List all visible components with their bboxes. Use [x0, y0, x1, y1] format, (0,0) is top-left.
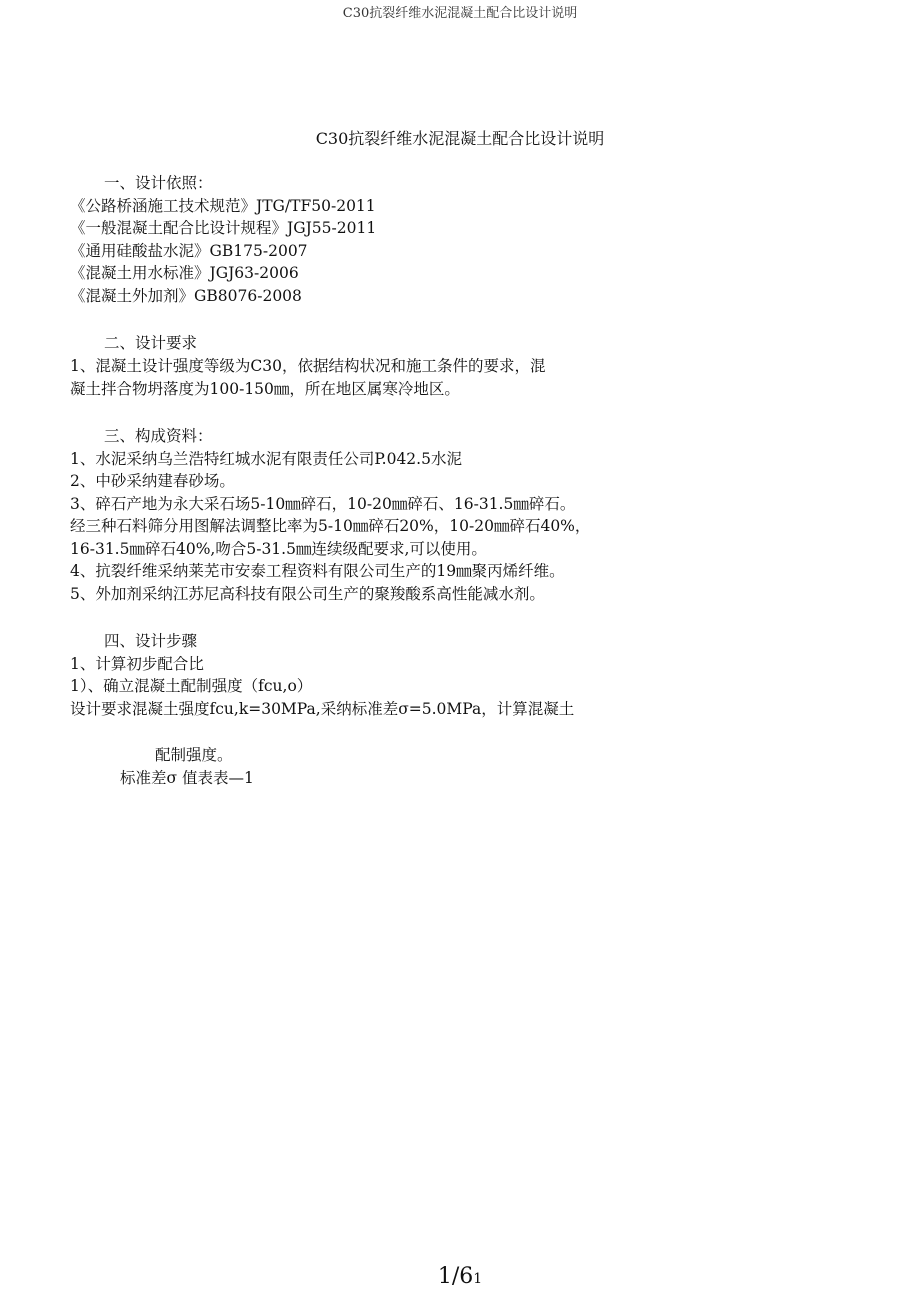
reference-item: 《混凝土外加剂》GB8076-2008 — [70, 287, 302, 305]
step-line: 设计要求混凝土强度fcu,k=30MPa,采纳标准差σ=5.0MPa，计算混凝土 — [70, 700, 575, 718]
step-line: 1、计算初步配合比 — [70, 655, 204, 673]
material-line: 5、外加剂采纳江苏尼高科技有限公司生产的聚羧酸系高性能减水剂。 — [70, 585, 545, 603]
step-continuation: 配制强度。 — [155, 746, 233, 764]
section3-heading: 三、构成资料： — [104, 427, 213, 445]
material-line: 2、中砂采纳建春砂场。 — [70, 472, 235, 490]
reference-item: 《通用硅酸盐水泥》GB175-2007 — [70, 242, 308, 260]
page-number-sub: 1 — [473, 1271, 483, 1287]
table-caption: 标准差σ 值表表—1 — [120, 769, 254, 787]
step-line: 1）、确立混凝土配制强度（fcu,o） — [70, 677, 313, 695]
material-line: 3、碎石产地为永大采石场5-10㎜碎石，10-20㎜碎石、16-31.5㎜碎石。 — [70, 495, 576, 513]
material-line: 16-31.5㎜碎石40%,吻合5-31.5㎜连续级配要求,可以使用。 — [70, 540, 487, 558]
document-title: C30抗裂纤维水泥混凝土配合比设计说明 — [315, 129, 605, 148]
page-number — [0, 1264, 920, 1289]
material-line: 1、水泥采纳乌兰浩特红城水泥有限责任公司P.042.5水泥 — [70, 450, 462, 468]
running-header: C30抗裂纤维水泥混凝土配合比设计说明 — [342, 6, 578, 21]
requirement-line: 凝土拌合物坍落度为100-150㎜，所在地区属寒冷地区。 — [70, 380, 460, 398]
reference-item: 《一般混凝土配合比设计规程》JGJ55-2011 — [70, 219, 377, 237]
material-line: 4、抗裂纤维采纳莱芜市安泰工程资料有限公司生产的19㎜聚丙烯纤维。 — [70, 562, 565, 580]
section4-heading: 四、设计步骤 — [104, 632, 198, 650]
section2-heading: 二、设计要求 — [104, 334, 198, 352]
requirement-line: 1、混凝土设计强度等级为C30，依据结构状况和施工条件的要求，混 — [70, 357, 546, 375]
reference-item: 《公路桥涵施工技术规范》JTG/TF50-2011 — [70, 197, 376, 215]
material-line: 经三种石料筛分用图解法调整比率为5-10㎜碎石20%，10-20㎜碎石40%， — [70, 517, 591, 535]
section1-heading: 一、设计依照： — [104, 174, 213, 192]
page-number-main: 1/6 — [437, 1264, 474, 1289]
reference-item: 《混凝土用水标准》JGJ63-2006 — [70, 264, 299, 282]
